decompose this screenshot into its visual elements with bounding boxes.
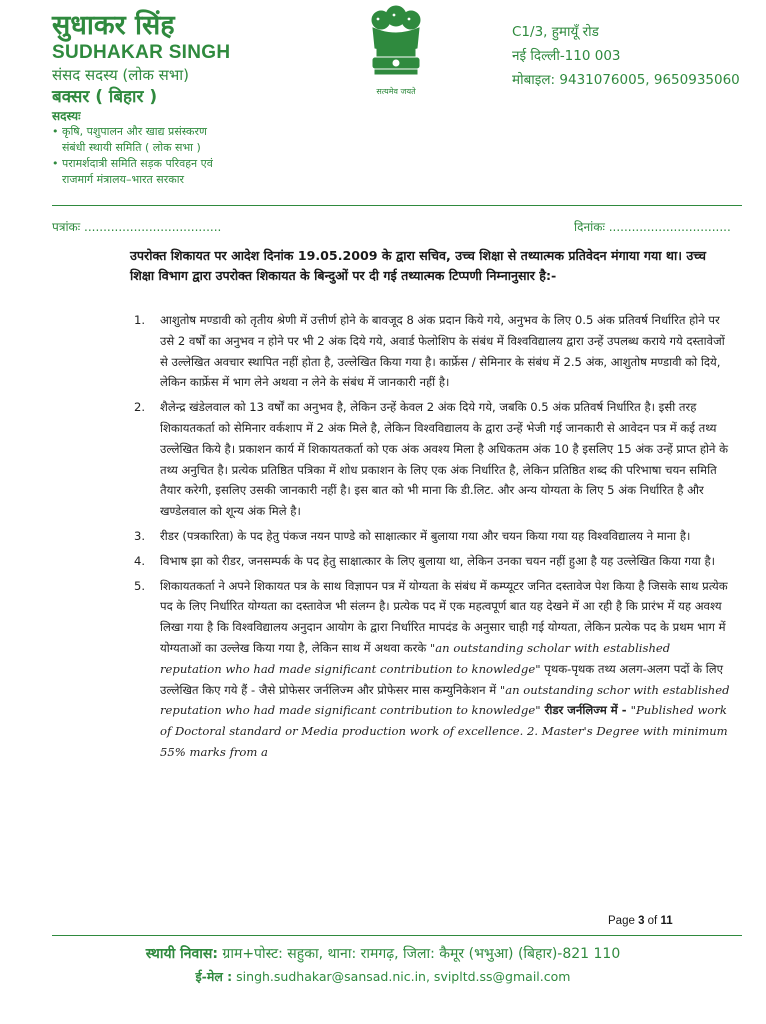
mobile-numbers: मोबाइल: 9431076005, 9650935060 xyxy=(512,72,740,88)
item-text: शैलेन्द्र खंडेलवाल को 13 वर्षों का अनुभव है, लेकिन उन्हें केवल 2 अंक दिये गये, जबकि 0.5 अंक प्रतिवर्ष निर्धारित है। इसी तरह शिकायतकर्ता को सेमिनार वर्कशाप में 2 अंक मिले है, लेकिन विश्वविद्यालय के द्वारा उन्हें भेजी गई जानकारी से आवेदन पत्र में कई तथ्य उल्लेखित किये है। प्रकाशन कार्य में शिकायतकर्ता को एक अंक अवश्य मिला है अधिकतम अंक 10 है इसलिए 15 अंक उन्हें प्राप्त होने के तथ्य अनुचित है। प्रत्येक प्रतिष्ठित पत्रिका में शोध प्रकाशन के लिए एक अंक निर्धारित है, लेकिन प्रतिष्ठित शब्द की परिभाषा चयन समिति तैयार करेगी, इसलिए उसकी जानकारी नहीं है। इस बात को भी माना कि डी.लिट. और अन्य योग्यता के लिए 5 अंक निर्धारित है और खण्डेलवाल को शून्य अंक मिले है। xyxy=(160,400,729,519)
page-of: of xyxy=(644,915,661,927)
membership-line: राजमार्ग मंत्रालय–भारत सरकार xyxy=(62,173,185,186)
membership-line: संबंधी स्थायी समिति ( लोक सभा ) xyxy=(62,141,201,154)
points-list xyxy=(134,310,734,767)
emblem-icon xyxy=(365,4,427,88)
reference-number-field: पत्रांकः .................................... xyxy=(52,220,222,234)
membership-list xyxy=(52,124,342,188)
quoted-text: "an outstanding schor with established reputation who had made significant contribution to knowledge" xyxy=(160,682,730,718)
item-number: 5. xyxy=(134,578,146,593)
list-item xyxy=(134,551,734,572)
item-text: पृथक-पृथक तथ्य अलग-अलग पदों के लिए उल्लेखित किए गये हैं - जैसे प्रोफेसर जर्नलिज्म और प्रोफेसर मास कम्युनिकेशन में xyxy=(160,661,724,697)
national-emblem xyxy=(358,4,434,104)
list-item xyxy=(134,397,734,522)
constituency: बक्सर ( बिहार ) xyxy=(52,87,158,107)
membership-label: सदस्यः xyxy=(52,109,81,123)
item-text: विभाष झा को रीडर, जनसम्पर्क के पद हेतु साक्षात्कार के लिए बुलाया था, लेकिन उनका चयन नहीं हुआ है यह उल्लेखित किया गया है। xyxy=(160,553,716,568)
quoted-text: "Published work of Doctoral standard or Media production work of excellence. 2. Master's Degree with minimum 55% marks from a xyxy=(160,703,728,759)
letterhead-left xyxy=(52,10,342,188)
bold-text: रीडर जर्नलिज्म में - xyxy=(540,703,631,718)
item-text: शिकायतकर्ता ने अपने शिकायत पत्र के साथ विज्ञापन पत्र में योग्यता के संबंध में कम्प्यूटर जनित दस्तावेज पेश किया है जिसके साथ प्रत्येक पद के लिए निर्धारित योग्यता का दस्तावेज भी संलग्न है। प्रत्येक पद में एक महत्वपूर्ण बात यह देखने में आ रही है कि प्रारंभ में यह अवश्य लिखा गया है कि विश्वविद्यालय अनुदान आयोग के द्वारा निर्धारित मापदंड के अनुसार चाही गई योग्यता, लेकिन प्रत्येक पद के प्रथम भाग में योग्यताओं का उल्लेख किया गया है, लेकिन साथ में अथवा करके xyxy=(160,578,728,655)
address-line-1: C1/3, हुमायूँ रोड xyxy=(512,24,599,40)
membership-item xyxy=(52,124,342,156)
membership-item xyxy=(52,156,342,188)
list-item xyxy=(134,526,734,547)
item-number: 1. xyxy=(134,313,146,327)
letterhead-right xyxy=(512,20,752,92)
email-label: ई-मेल : xyxy=(195,969,233,984)
membership-line: कृषि, पशुपालन और खाद्य प्रसंस्करण xyxy=(62,125,207,138)
footer-permanent-address xyxy=(0,944,766,963)
item-text: आशुतोष मण्डावी को तृतीय श्रेणी में उत्तीर्ण होने के बावजूद 8 अंक प्रदान किये गये, अनुभव के लिए 0.5 अंक प्रतिवर्ष निर्धारित होने पर उसे 2 वर्षों का अनुभव न होने पर भी 2 अंक दिये गये, अवार्ड फेलोशिप के संबंध में विश्वविद्यालय द्वारा उन्हें उपलब्ध कराये गये दस्तावेजों से उल्लेखित अवचार स्थापित नहीं होता है, उल्लेखित किया गया है। कार्फ्रेस / सेमिनार के संबंध में 2.5 अंक, आशुतोष मण्डावी को दिये, लेकिन कार्फ्रेस में भाग लेने अथवा न लेने के संबंध में जानकारी नहीं है। xyxy=(160,313,725,390)
total-pages: 11 xyxy=(660,915,673,927)
current-page: 3 xyxy=(638,915,645,927)
divider-bottom xyxy=(52,935,742,936)
designation: संसद सदस्य (लोक सभा) xyxy=(52,66,190,84)
list-item xyxy=(134,310,734,393)
membership-line: परामर्शदात्री समिति सड़क परिवहन एवं xyxy=(62,157,213,170)
bullet-icon: • xyxy=(52,157,59,170)
intro-paragraph: उपरोक्त शिकायत पर आदेश दिनांक 19.05.2009 के द्वारा सचिव, उच्च शिक्षा से तथ्यात्मक प्रतिवेदन मंगाया गया था। उच्च शिक्षा विभाग द्वारा उपरोक्त शिकायत के बिन्दुओं पर दी गई तथ्यात्मक टिप्पणी निम्नानुसार है:- xyxy=(130,248,707,283)
member-name-hindi: सुधाकर सिंह xyxy=(52,10,175,41)
permanent-address-value: ग्राम+पोस्ट: सहुका, थाना: रामगढ़, जिला: कैमूर (भभुआ) (बिहार)-821 110 xyxy=(217,946,621,962)
list-item xyxy=(134,576,734,763)
item-number: 2. xyxy=(134,400,146,415)
page-number xyxy=(608,915,673,927)
footer-email xyxy=(0,968,766,985)
emblem-motto: सत्यमेव जयते xyxy=(376,87,416,96)
item-number: 3. xyxy=(134,528,146,543)
item-text: रीडर (पत्रकारिता) के पद हेतु पंकज नयन पाण्डे को साक्षात्कार में बुलाया गया और चयन किया गया यह विश्वविद्यालय ने माना है। xyxy=(160,528,691,543)
page-label: Page xyxy=(608,915,639,927)
date-field: दिनांकः ................................ xyxy=(574,220,731,234)
email-value: singh.sudhakar@sansad.nic.in, svipltd.ss@gmail.com xyxy=(232,969,571,984)
bullet-icon: • xyxy=(52,125,59,138)
member-name-english: SUDHAKAR SINGH xyxy=(52,42,231,63)
address-line-2: नई दिल्ली-110 003 xyxy=(512,48,621,64)
quoted-text: "an outstanding scholar with established reputation who had made significant contribution to knowledge" xyxy=(160,640,671,676)
permanent-address-label: स्थायी निवास: xyxy=(145,946,218,962)
item-number: 4. xyxy=(134,553,146,568)
divider-top xyxy=(52,205,742,206)
